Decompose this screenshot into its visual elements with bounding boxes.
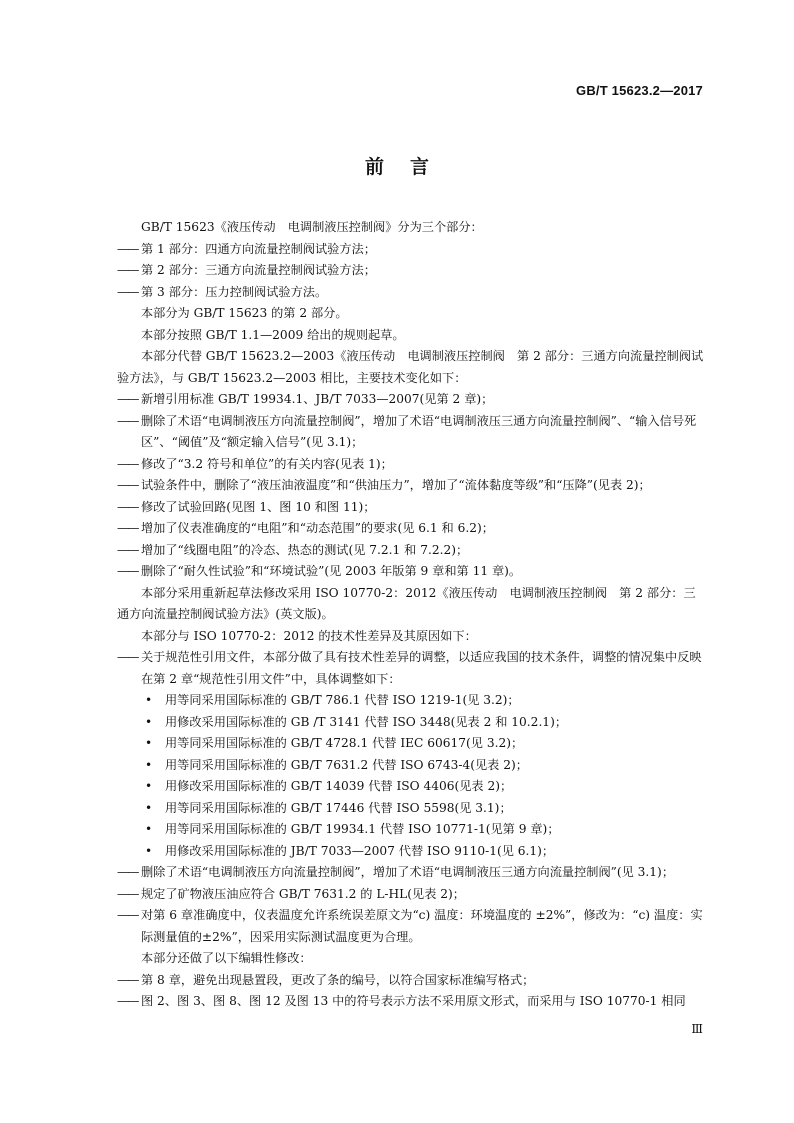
list-item-text: 图 2、图 3、图 8、图 12 及图 13 中的符号表示方法不采用原文形式，而采用与 ISO 10770-1 相同 bbox=[141, 994, 686, 1008]
paragraph bbox=[117, 217, 707, 239]
bullet-list-item bbox=[117, 776, 707, 798]
list-item-text: 第 1 部分：四通方向流量控制阀试验方法； bbox=[141, 241, 376, 256]
page-number: Ⅲ bbox=[691, 1022, 703, 1036]
list-item-text: 第 2 部分：三通方向流量控制阀试验方法； bbox=[141, 263, 376, 277]
paragraph-text: GB/T 15623《液压传动 电调制液压控制阀》分为三个部分： bbox=[141, 220, 483, 234]
list-item-text: 增加了仪表准确度的“电阻”和“动态范围”的要求(见 6.1 和 6.2)； bbox=[141, 521, 494, 535]
dash-list-item bbox=[117, 497, 707, 519]
dash-list-item bbox=[117, 411, 707, 454]
bullet-list-item bbox=[117, 690, 707, 712]
paragraph-text: 本部分按照 GB/T 1.1—2009 给出的规则起草。 bbox=[141, 327, 405, 342]
page-title: 前言 bbox=[364, 156, 455, 178]
dash-marker: —— bbox=[117, 865, 138, 879]
list-item-text: 用修改采用国际标准的 JB/T 7033—2007 代替 ISO 9110-1(见 6.1)； bbox=[165, 843, 555, 858]
dash-marker: —— bbox=[117, 392, 138, 406]
list-item-text: 用等同采用国际标准的 GB/T 4728.1 代替 IEC 60617(见 3.2)； bbox=[165, 736, 524, 750]
bullet-list-item bbox=[117, 798, 707, 820]
dash-list-item bbox=[117, 905, 707, 948]
list-item-text: 删除了术语“电调制液压方向流量控制阀”，增加了术语“电调制液压三通方向流量控制阀”(见 3.1)； bbox=[141, 865, 675, 879]
list-item-text: 用修改采用国际标准的 GB /T 3141 代替 ISO 3448(见表 2 和 10.2.1)； bbox=[165, 714, 568, 729]
dash-list-item bbox=[117, 260, 707, 282]
dash-marker: —— bbox=[117, 478, 138, 492]
paragraph bbox=[117, 626, 707, 648]
dash-marker: —— bbox=[117, 456, 138, 471]
list-item-text: 用等同采用国际标准的 GB/T 19934.1 代替 ISO 10771-1(见第 9 章)； bbox=[165, 822, 560, 836]
dash-list-item bbox=[117, 884, 707, 906]
bullet-marker: • bbox=[145, 714, 153, 729]
list-item-text: 第 8 章，避免出现悬置段，更改了条的编号，以符合国家标准编写格式； bbox=[141, 972, 535, 987]
dash-marker: —— bbox=[117, 908, 138, 922]
dash-marker: —— bbox=[117, 564, 138, 578]
list-item-text: 试验条件中，删除了“液压油液温度”和“供油压力”，增加了“流体黏度等级”和“压降”(见表 2)； bbox=[141, 478, 651, 492]
dash-marker: —— bbox=[117, 994, 138, 1008]
paragraph-text: 本部分还做了以下编辑性修改： bbox=[141, 951, 312, 965]
dash-list-item bbox=[117, 454, 707, 476]
dash-marker: —— bbox=[117, 542, 138, 557]
bullet-marker: • bbox=[145, 736, 153, 750]
dash-list-item bbox=[117, 389, 707, 411]
dash-list-item bbox=[117, 239, 707, 261]
list-item-text: 用等同采用国际标准的 GB/T 786.1 代替 ISO 1219-1(见 3.2)； bbox=[165, 693, 520, 707]
dash-list-item bbox=[117, 475, 707, 497]
list-item-text: 规定了矿物液压油应符合 GB/T 7631.2 的 L-HL(见表 2)； bbox=[141, 886, 465, 901]
dash-marker: —— bbox=[117, 284, 138, 299]
dash-marker: —— bbox=[117, 886, 138, 901]
dash-marker: —— bbox=[117, 521, 138, 535]
list-item-text: 对第 6 章准确度中，仪表温度允许系统误差原文为“c) 温度：环境温度的 ±2%”，修改为：“c) 温度：实际测量值的±2%”，因采用实际测试温度更为合理。 bbox=[141, 908, 703, 944]
dash-marker: —— bbox=[117, 972, 138, 987]
list-item-text: 用等同采用国际标准的 GB/T 7631.2 代替 ISO 6743-4(见表 2)； bbox=[165, 757, 528, 772]
list-item-text: 修改了试验回路(见图 1、图 10 和图 11)； bbox=[141, 499, 376, 514]
list-item-text: 增加了“线圈电阻”的冷态、热态的测试(见 7.2.1 和 7.2.2)； bbox=[141, 542, 469, 557]
dash-list-item bbox=[117, 647, 707, 690]
paragraph-text: 本部分与 ISO 10770-2：2012 的技术性差异及其原因如下： bbox=[141, 628, 477, 643]
dash-marker: —— bbox=[117, 499, 138, 514]
list-item-text: 修改了“3.2 符号和单位”的有关内容(见表 1)； bbox=[141, 456, 393, 471]
bullet-marker: • bbox=[145, 822, 153, 836]
list-item-text: 删除了术语“电调制液压方向流量控制阀”，增加了术语“电调制液压三通方向流量控制阀”、“输入信号死区”、“阈值”及“额定输入信号”(见 3.1)； bbox=[141, 413, 697, 449]
standard-number-header: GB/T 15623.2—2017 bbox=[576, 83, 703, 98]
bullet-list-item bbox=[117, 755, 707, 777]
dash-marker: —— bbox=[117, 413, 138, 428]
bullet-list-item bbox=[117, 712, 707, 734]
bullet-marker: • bbox=[145, 693, 153, 707]
list-item-text: 删除了“耐久性试验”和“环境试验”(见 2003 年版第 9 章和第 11 章)。 bbox=[141, 564, 522, 578]
list-item-text: 用等同采用国际标准的 GB/T 17446 代替 ISO 5598(见 3.1)； bbox=[165, 800, 512, 815]
list-item-text: 第 3 部分：压力控制阀试验方法。 bbox=[141, 284, 328, 299]
paragraph bbox=[117, 346, 707, 389]
bullet-marker: • bbox=[145, 843, 153, 858]
list-item-text: 关于规范性引用文件，本部分做了具有技术性差异的调整，以适应我国的技术条件，调整的情况集中反映在第 2 章“规范性引用文件”中，具体调整如下： bbox=[141, 650, 702, 686]
paragraph bbox=[117, 948, 707, 970]
bullet-list-item bbox=[117, 819, 707, 841]
dash-list-item bbox=[117, 540, 707, 562]
dash-marker: —— bbox=[117, 650, 138, 664]
dash-list-item bbox=[117, 282, 707, 304]
bullet-list-item bbox=[117, 841, 707, 863]
paragraph bbox=[117, 583, 707, 626]
paragraph bbox=[117, 325, 707, 347]
dash-list-item bbox=[117, 970, 707, 992]
foreword-body bbox=[117, 217, 707, 1013]
bullet-marker: • bbox=[145, 779, 153, 793]
dash-marker: —— bbox=[117, 263, 138, 277]
dash-list-item bbox=[117, 518, 707, 540]
bullet-marker: • bbox=[145, 800, 153, 815]
paragraph bbox=[117, 303, 707, 325]
paragraph-text: 本部分采用重新起草法修改采用 ISO 10770-2：2012《液压传动 电调制液压控制阀 第 2 部分：三通方向流量控制阀试验方法》(英文版)。 bbox=[117, 585, 696, 621]
dash-list-item bbox=[117, 561, 707, 583]
dash-list-item bbox=[117, 991, 707, 1013]
paragraph-text: 本部分代替 GB/T 15623.2—2003《液压传动 电调制液压控制阀 第 2 部分：三通方向流量控制阀试验方法》，与 GB/T 15623.2—2003 相比，主要技术变化如下： bbox=[117, 349, 704, 385]
bullet-list-item bbox=[117, 733, 707, 755]
paragraph-text: 本部分为 GB/T 15623 的第 2 部分。 bbox=[141, 306, 348, 320]
dash-marker: —— bbox=[117, 241, 138, 256]
list-item-text: 新增引用标准 GB/T 19934.1、JB/T 7033—2007(见第 2 章)； bbox=[141, 392, 494, 406]
bullet-marker: • bbox=[145, 757, 153, 772]
list-item-text: 用修改采用国际标准的 GB/T 14039 代替 ISO 4406(见表 2)； bbox=[165, 779, 513, 793]
dash-list-item bbox=[117, 862, 707, 884]
